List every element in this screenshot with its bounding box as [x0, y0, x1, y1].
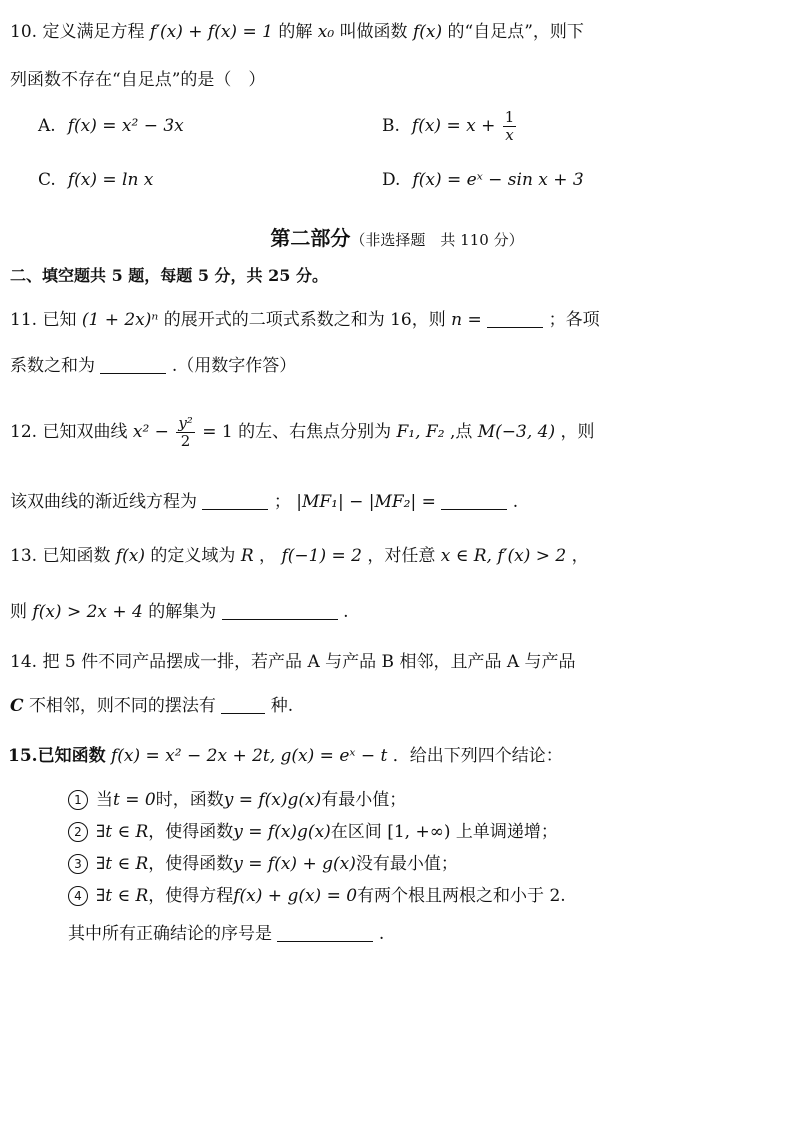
item-math: ∃t ∈ R	[96, 854, 149, 874]
q12-blank-1[interactable]	[202, 491, 268, 510]
q13-text: ，	[571, 546, 589, 566]
circled-number: 3	[68, 854, 88, 874]
q10-option-c	[38, 168, 153, 192]
q12-foci: F₁, F₂	[396, 422, 445, 442]
circled-number: 1	[68, 790, 88, 810]
item-math: ∃t ∈ R	[96, 886, 149, 906]
option-b-fraction	[503, 110, 517, 143]
q15-item-1	[68, 788, 406, 812]
q12-expr: x² −	[132, 422, 169, 442]
q10-text: 叫做函数	[339, 22, 408, 42]
q11-text: ；各项	[548, 310, 600, 330]
q12-abs-expr: |MF₁| − |MF₂| =	[296, 492, 436, 512]
option-expr: f(x) = x² − 3x	[67, 116, 184, 136]
q12-text: 该双曲线的渐近线方程为	[10, 492, 197, 512]
item-math: ∃t ∈ R	[96, 822, 149, 842]
item-text: 有两个根且两根之和小于 2.	[357, 886, 566, 906]
q12-point: M(−3, 4)	[477, 422, 556, 442]
part2-title-text: 第二部分	[270, 226, 351, 250]
q14-blank[interactable]	[221, 695, 265, 714]
q12-text: ,点	[449, 422, 473, 442]
q13-text: .	[343, 602, 349, 622]
option-expr: f(x) = x +	[411, 116, 496, 136]
q10-option-a	[38, 114, 184, 138]
item-text: ，使得函数	[148, 854, 234, 874]
option-label: D.	[382, 170, 401, 190]
q13-condition: x ∈ R, f′(x) > 2	[440, 546, 567, 566]
q11-line2	[10, 354, 296, 378]
q13-blank[interactable]	[222, 601, 338, 620]
q12-text: .	[512, 492, 519, 512]
q15-text: .	[378, 924, 385, 944]
item-math: y = f(x)g(x)	[233, 822, 331, 842]
q12-fraction	[176, 416, 195, 449]
q15-text: ．给出下列四个结论：	[392, 746, 563, 766]
option-label: B.	[382, 116, 400, 136]
q10-option-b	[382, 108, 518, 144]
q10-text: 的解	[278, 22, 313, 42]
q10-equation: f′(x) + f(x) = 1	[149, 22, 273, 42]
q15-conclusion	[68, 922, 384, 946]
item-math: f(x) + g(x) = 0	[233, 886, 358, 906]
q14-text: 种.	[270, 696, 294, 716]
circled-number: 4	[68, 886, 88, 906]
item-text: 有最小值；	[321, 790, 407, 810]
item-text: 在区间 [1, +∞) 上单调递增；	[330, 822, 558, 842]
option-expr: f(x) = eˣ − sin x + 3	[412, 170, 584, 190]
q11-text: 11. 已知	[10, 310, 77, 330]
item-math: y = f(x) + g(x)	[233, 854, 356, 874]
fraction-numerator: y²	[178, 414, 193, 432]
part2-title	[0, 222, 794, 251]
q10-x0: x₀	[317, 22, 335, 42]
q14-text: 不相邻，则不同的摆法有	[28, 696, 216, 716]
q13-text: 的解集为	[148, 602, 217, 622]
q13-line1	[10, 544, 589, 568]
q13-text: ，	[259, 546, 277, 566]
q10-line2: 列函数不存在“自足点”的是（ ）	[10, 70, 266, 90]
q15-item-4	[68, 884, 566, 908]
item-text: 当	[96, 790, 113, 810]
q15-item-2	[68, 820, 558, 844]
item-math: t = 0	[113, 790, 156, 810]
q11-blank-2[interactable]	[100, 355, 166, 374]
item-text: ，使得方程	[148, 886, 234, 906]
q15-text: 其中所有正确结论的序号是	[68, 924, 272, 944]
q10-option-d	[382, 168, 584, 192]
q13-inequality: f(x) > 2x + 4	[32, 602, 143, 622]
item-text: 没有最小值；	[355, 854, 458, 874]
q14-text: C	[10, 696, 24, 716]
q10-text: 10. 定义满足方程	[10, 22, 145, 42]
q11-blank-1[interactable]	[487, 309, 543, 328]
option-label: C.	[38, 170, 56, 190]
q15-text: 15.已知函数	[8, 746, 106, 766]
q12-text: ；	[273, 492, 291, 512]
item-text: ，使得函数	[148, 822, 234, 842]
q10-text: 的“自足点”，则下	[447, 22, 584, 42]
q10-fx: f(x)	[412, 22, 443, 42]
q15-expr: f(x) = x² − 2x + 2t, g(x) = eˣ − t	[110, 746, 388, 766]
q15-blank[interactable]	[277, 923, 373, 942]
item-text: 时，函数	[155, 790, 224, 810]
option-expr: f(x) = ln x	[67, 170, 154, 190]
q13-line2	[10, 600, 349, 624]
fraction-denominator: x	[505, 126, 514, 144]
q14-line1: 14. 把 5 件不同产品摆成一排，若产品 A 与产品 B 相邻，且产品 A 与产品	[10, 652, 576, 672]
q11-text: .（用数字作答）	[171, 356, 297, 376]
q15-item-3	[68, 852, 458, 876]
q11-expr: (1 + 2x)ⁿ	[81, 310, 159, 330]
item-math: y = f(x)g(x)	[223, 790, 322, 810]
q12-line1	[10, 408, 595, 456]
q15-line1	[8, 744, 563, 768]
q13-text: ，对任意	[367, 546, 436, 566]
fraction-denominator: 2	[180, 432, 191, 450]
q12-text: ，则	[560, 422, 595, 442]
q14-line2	[10, 694, 293, 718]
circled-number: 2	[68, 822, 88, 842]
option-label: A.	[38, 116, 56, 136]
section2-heading: 二、填空题共 5 题，每题 5 分，共 25 分。	[10, 266, 328, 285]
q12-expr: = 1	[202, 422, 233, 442]
q12-text: 12. 已知双曲线	[10, 422, 128, 442]
q13-text: 则	[10, 602, 27, 622]
q13-fx: f(x)	[115, 546, 146, 566]
q11-text: 的展开式的二项式系数之和为 16，则	[163, 310, 446, 330]
q10-line1	[10, 20, 584, 44]
q11-line1	[10, 308, 600, 332]
q12-text: 的左、右焦点分别为	[238, 422, 392, 442]
q12-line2	[10, 490, 518, 514]
q13-domain: R	[240, 546, 254, 566]
fraction-numerator: 1	[504, 108, 515, 126]
q12-blank-2[interactable]	[441, 491, 507, 510]
q13-text: 13. 已知函数	[10, 546, 111, 566]
part2-subtitle: （非选择题 共 110 分）	[350, 231, 524, 249]
q13-condition: f(−1) = 2	[281, 546, 362, 566]
q13-text: 的定义域为	[150, 546, 236, 566]
q11-n: n =	[451, 310, 482, 330]
q11-text: 系数之和为	[10, 356, 95, 376]
